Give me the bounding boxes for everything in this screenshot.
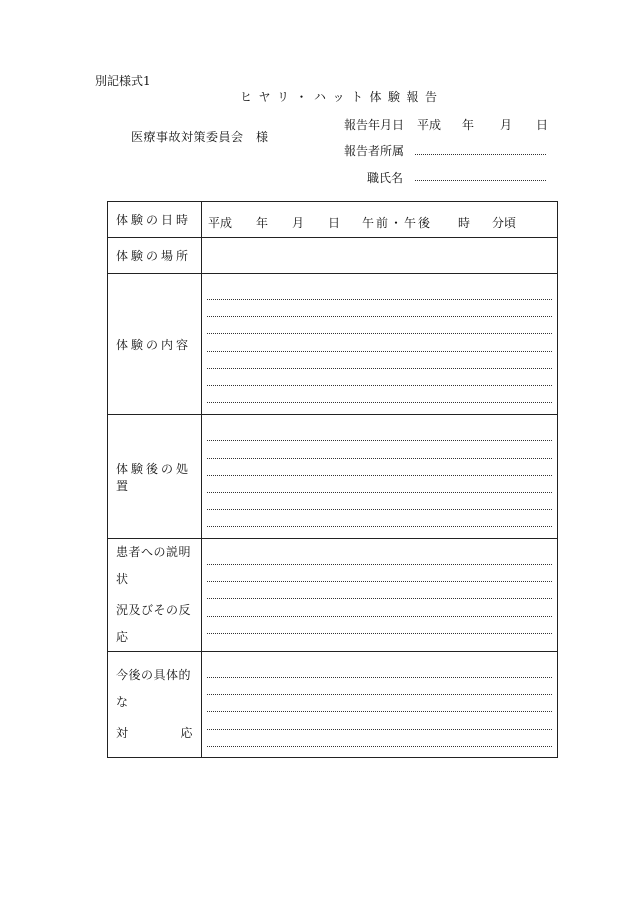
row-aftercare xyxy=(108,415,558,539)
row-datetime xyxy=(108,202,558,238)
place-field[interactable] xyxy=(202,238,558,274)
report-form-table xyxy=(107,201,558,758)
affiliation-label: 報告者所属 xyxy=(344,144,405,158)
row-label-line2-right: 応 xyxy=(180,726,193,740)
row-label-patient-explanation xyxy=(108,539,202,652)
name-field[interactable] xyxy=(415,180,546,181)
datetime-minute: 分頃 xyxy=(492,216,517,230)
report-date-day[interactable]: 日 xyxy=(536,118,549,132)
row-label-aftercare: 体験後の処置 xyxy=(108,415,202,539)
report-date-year[interactable]: 年 xyxy=(462,118,475,132)
datetime-day: 日 xyxy=(328,216,341,230)
row-place xyxy=(108,238,558,274)
addressee: 医療事故対策委員会 様 xyxy=(131,130,269,144)
row-patient-explanation xyxy=(108,539,558,652)
report-date-label: 報告年月日 xyxy=(344,118,405,132)
datetime-ampm: 午前・午後 xyxy=(362,216,433,230)
content-field[interactable] xyxy=(202,274,558,415)
datetime-era: 平成 xyxy=(208,216,233,230)
report-date-era: 平成 xyxy=(417,118,442,132)
patient-explanation-field[interactable] xyxy=(202,539,558,652)
row-label-future-response xyxy=(108,652,202,758)
aftercare-field[interactable] xyxy=(202,415,558,539)
row-label-line1: 患者への説明状 xyxy=(116,545,192,586)
row-label-datetime: 体験の日時 xyxy=(108,202,202,238)
datetime-field[interactable] xyxy=(202,202,558,238)
row-label-line2: 況及びその反応 xyxy=(116,603,192,644)
form-id: 別記様式1 xyxy=(95,74,151,88)
affiliation-field[interactable] xyxy=(415,154,546,155)
row-label-content: 体験の内容 xyxy=(108,274,202,415)
row-label-place: 体験の場所 xyxy=(108,238,202,274)
row-future-response xyxy=(108,652,558,758)
report-date-month[interactable]: 月 xyxy=(500,118,513,132)
row-label-line2-left: 対 xyxy=(116,726,129,740)
datetime-month: 月 xyxy=(292,216,305,230)
datetime-hour: 時 xyxy=(458,216,471,230)
row-label-line1: 今後の具体的な xyxy=(116,668,192,709)
row-content xyxy=(108,274,558,415)
name-label: 職氏名 xyxy=(367,171,404,185)
datetime-year: 年 xyxy=(256,216,269,230)
future-response-field[interactable] xyxy=(202,652,558,758)
document-title: ヒヤリ・ハット体験報告 xyxy=(240,90,444,104)
